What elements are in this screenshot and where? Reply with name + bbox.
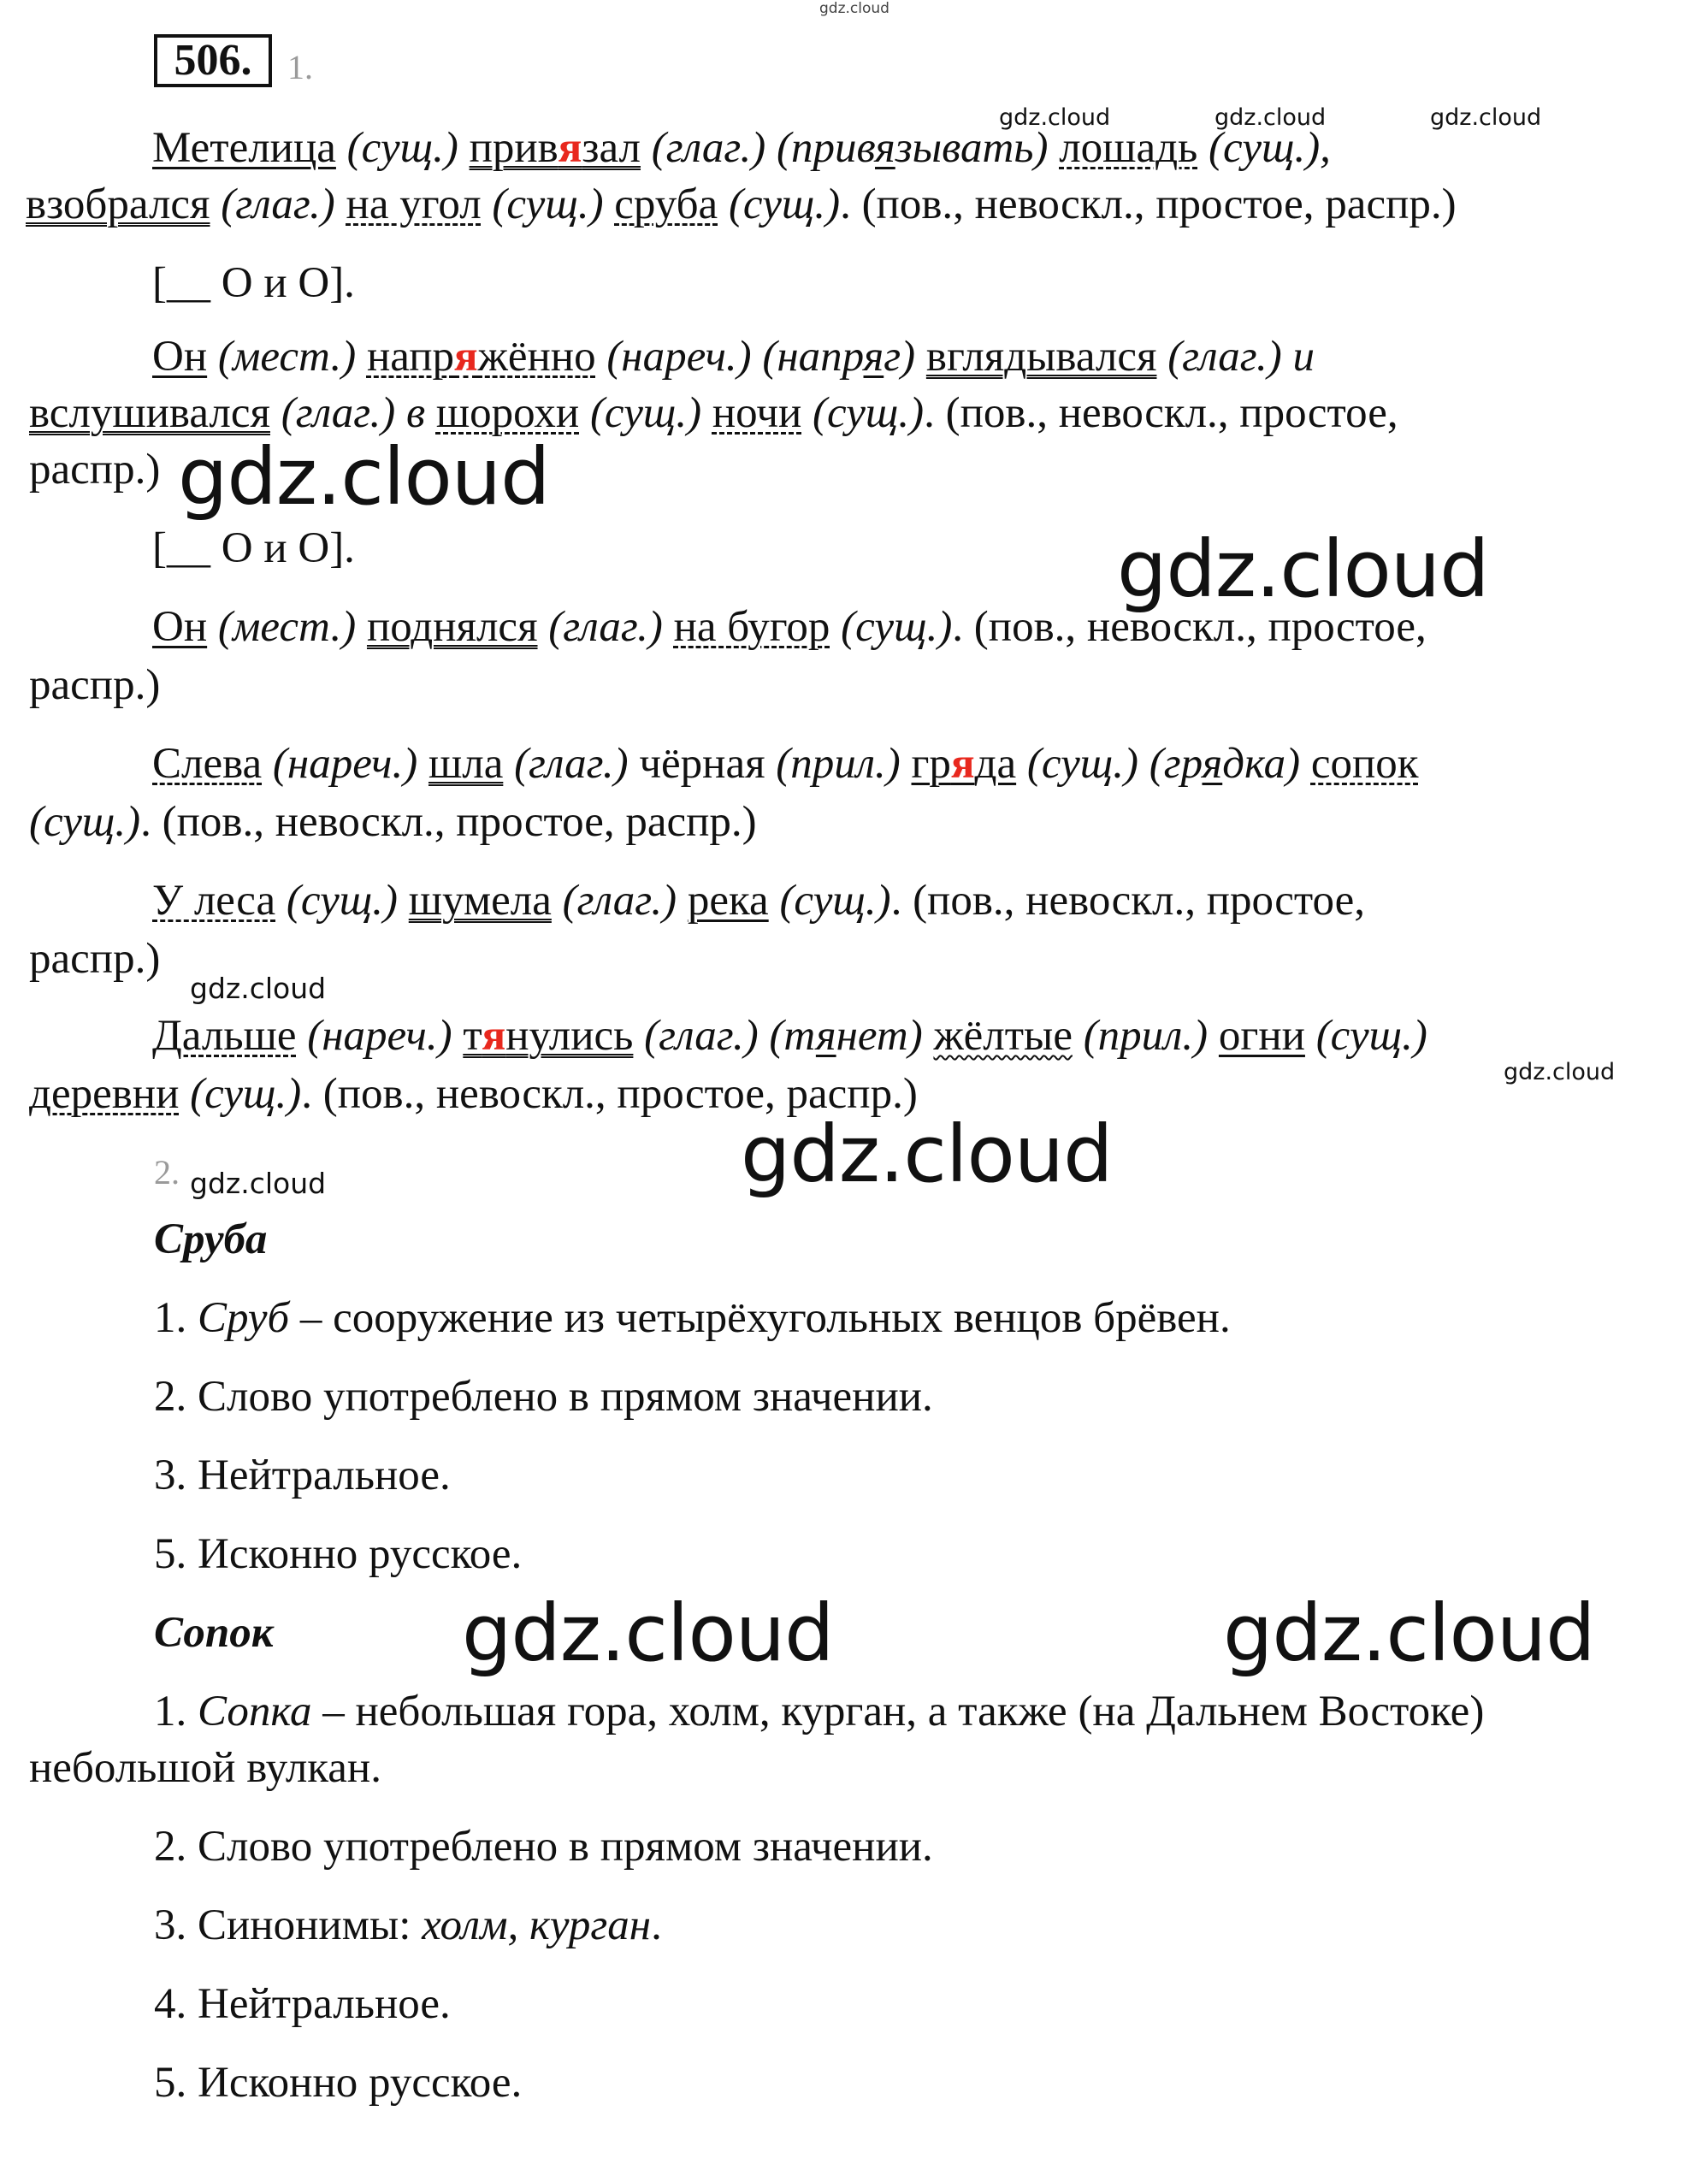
word1-item-1: 1. Сруб – сооружение из четырёхугольных венцов брёвен. xyxy=(154,1294,1231,1342)
sentence-5-line-1 xyxy=(152,874,1365,927)
exercise-number: 506. xyxy=(154,34,272,87)
pos-label: (сущ.) xyxy=(275,877,409,925)
adverbial: Дальше xyxy=(152,1012,297,1060)
attribute: ночи xyxy=(712,389,802,437)
predicate: вглядывался xyxy=(925,333,1157,381)
watermark: gdz.cloud xyxy=(1223,1588,1595,1679)
word2-title: Сопок xyxy=(154,1609,274,1657)
watermark: gdz.cloud xyxy=(178,431,550,523)
scheme-2: [__ О и О]. xyxy=(152,524,355,572)
adverbial: напряжённо xyxy=(366,333,596,381)
predicate: тянулись xyxy=(463,1012,634,1060)
word2-item-3: 3. Синонимы: холм, курган. xyxy=(154,1901,662,1949)
subject: Метелица xyxy=(152,124,336,172)
sentence-1-line-2 xyxy=(26,178,1457,231)
predicate: шла xyxy=(428,740,504,788)
pos-label: (глаг.) в xyxy=(269,389,436,437)
pos-label: (глаг.) xyxy=(503,740,640,788)
sentence-characteristic: . (пов., невоскл., простое, распр.) xyxy=(140,798,757,846)
pos-label: (сущ.) xyxy=(718,180,841,228)
pos-label: (прил.) xyxy=(1072,1012,1219,1060)
pos-label: (нареч.) xyxy=(296,1012,464,1060)
pos-label: (глаг.) (привязывать) xyxy=(641,124,1060,172)
pos-label: (сущ.) xyxy=(29,798,141,846)
object: лошадь xyxy=(1059,124,1198,172)
attribute: жёлтые xyxy=(933,1012,1073,1060)
sentence-4-line-1 xyxy=(152,737,1419,790)
pos-label: (сущ.) xyxy=(335,124,470,172)
attribute: сопок xyxy=(1310,740,1419,788)
watermark: gdz.cloud xyxy=(1430,104,1542,131)
predicate: поднялся xyxy=(366,603,538,651)
watermark: gdz.cloud xyxy=(1215,104,1327,131)
subject: река xyxy=(687,877,769,925)
sentence-2-line-3: распр.) xyxy=(29,446,161,494)
word2-item-1: 1. Сопка – небольшая гора, холм, курган, а также (на Дальнем Востоке) xyxy=(154,1688,1485,1735)
word1-item-2: 2. Слово употреблено в прямом значении. xyxy=(154,1373,933,1421)
watermark: gdz.cloud xyxy=(190,972,327,1005)
watermark: gdz.cloud xyxy=(999,104,1111,131)
word2-item-2: 2. Слово употреблено в прямом значении. xyxy=(154,1823,933,1871)
predicate: шумела xyxy=(408,877,552,925)
sentence-2-line-1 xyxy=(152,330,1315,383)
word1-item-5: 5. Исконно русское. xyxy=(154,1530,523,1578)
pos-label: (глаг.) xyxy=(537,603,674,651)
word1-item-3: 3. Нейтральное. xyxy=(154,1452,451,1499)
adverbial: Слева xyxy=(152,740,263,788)
watermark: gdz.cloud xyxy=(1117,523,1489,615)
watermark: gdz.cloud xyxy=(741,1109,1113,1200)
pos-label: (прил.) xyxy=(765,740,912,788)
subject: огни xyxy=(1218,1012,1305,1060)
sentence-6-line-1 xyxy=(152,1009,1427,1062)
adverbial: на угол xyxy=(346,180,482,228)
word2-item-4: 4. Нейтральное. xyxy=(154,1980,451,2028)
sentence-4-line-2 xyxy=(29,795,757,848)
sentence-3-line-2: распр.) xyxy=(29,661,161,709)
pos-label: (сущ.), xyxy=(1197,124,1331,172)
adverbial: У леса xyxy=(152,877,276,925)
subject: Он xyxy=(152,333,208,381)
pos-label: (мест.) xyxy=(207,333,367,381)
pos-label: (нареч.) xyxy=(262,740,428,788)
sentence-5-line-2: распр.) xyxy=(29,935,161,983)
attribute: чёрная xyxy=(639,740,765,788)
watermark: gdz.cloud xyxy=(190,1167,327,1200)
object: шорохи xyxy=(435,389,580,437)
pos-label: (сущ.) xyxy=(1304,1012,1427,1060)
sentence-characteristic: . (пов., невоскл., простое, xyxy=(924,389,1398,437)
pos-label: (сущ.) (грядка) xyxy=(1016,740,1311,788)
pos-label: (глаг.) (тянет) xyxy=(633,1012,934,1060)
predicate: вслушивался xyxy=(29,389,270,437)
word2-item-5: 5. Исконно русское. xyxy=(154,2059,523,2107)
sentence-characteristic: . (пов., невоскл., простое, xyxy=(952,603,1427,651)
predicate: взобрался xyxy=(26,180,210,228)
pos-label: (сущ.) xyxy=(768,877,891,925)
subject: Он xyxy=(152,603,208,651)
pos-label: (сущ.) xyxy=(830,603,953,651)
word1-title: Сруба xyxy=(154,1215,268,1263)
watermark: gdz.cloud xyxy=(1504,1059,1616,1085)
word2-item-1-cont: небольшой вулкан. xyxy=(29,1744,381,1792)
pos-label: (сущ.) xyxy=(481,180,615,228)
pos-label: (нареч.) (напряг) xyxy=(595,333,926,381)
pos-label: (сущ.) xyxy=(179,1070,302,1118)
subject: гряда xyxy=(911,740,1017,788)
predicate: привязал xyxy=(469,124,641,172)
pos-label: (глаг.) и xyxy=(1156,333,1315,381)
attribute: сруба xyxy=(614,180,718,228)
sentence-3-line-1 xyxy=(152,600,1427,653)
sentence-1-line-1 xyxy=(152,121,1331,174)
attribute: деревни xyxy=(29,1070,180,1118)
watermark: gdz.cloud xyxy=(462,1588,834,1679)
part1-label: 1. xyxy=(287,48,313,86)
pos-label: (сущ.) xyxy=(801,389,925,437)
pos-label: (мест.) xyxy=(207,603,367,651)
sentence-characteristic: . (пов., невоскл., простое, распр.) xyxy=(301,1070,918,1118)
scheme-1: [__ О и О]. xyxy=(152,259,355,307)
part2-label: 2. xyxy=(154,1153,180,1191)
sentence-characteristic: . (пов., невоскл., простое, xyxy=(890,877,1366,925)
pos-label: (сущ.) xyxy=(579,389,712,437)
pos-label: (глаг.) xyxy=(210,180,346,228)
adverbial: на бугор xyxy=(673,603,830,651)
sentence-characteristic: . (пов., невоскл., простое, распр.) xyxy=(840,180,1457,228)
watermark-top: gdz.cloud xyxy=(819,0,889,17)
pos-label: (глаг.) xyxy=(551,877,688,925)
